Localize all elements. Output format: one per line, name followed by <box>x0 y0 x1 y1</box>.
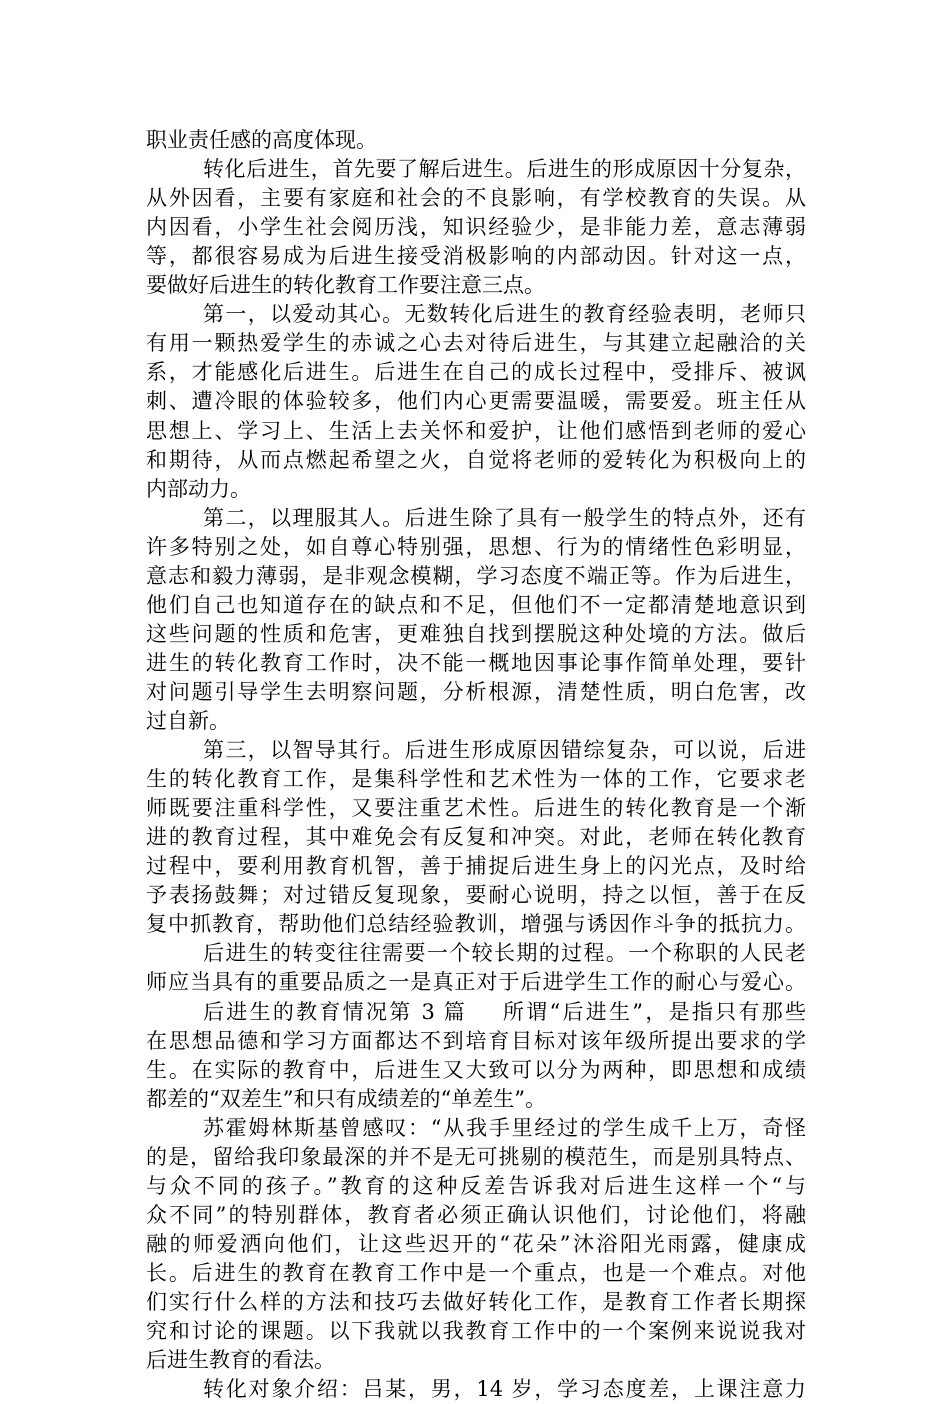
text-line: 的是，留给我印象最深的并不是无可挑剔的模范生，而是别具特点、 <box>146 1144 806 1169</box>
text-line: 后进生的转变往往需要一个较长期的过程。一个称职的人民老 <box>203 941 806 966</box>
text-line: 这些问题的性质和危害，更难独自找到摆脱这种处境的方法。做后 <box>146 621 806 646</box>
text-line: 系，才能感化后进生。后进生在自己的成长过程中，受排斥、被讽 <box>146 360 806 385</box>
text-line: 过自新。 <box>146 709 230 733</box>
text-line: 后进生的教育情况第 3 篇 所谓“后进生”，是指只有那些 <box>203 999 806 1024</box>
text-line: 后进生教育的看法。 <box>146 1348 335 1373</box>
text-line: 过程中，要利用教育机智，善于捕捉后进生身上的闪光点，及时给 <box>146 854 806 879</box>
text-line: 们实行什么样的方法和技巧去做好转化工作，是教育工作者长期探 <box>146 1290 806 1314</box>
text-line: 究和讨论的课题。以下我就以我教育工作中的一个案例来说说我对 <box>146 1319 806 1344</box>
text-line: 生。在实际的教育中，后进生又大致可以分为两种，即思想和成绩 <box>146 1057 806 1082</box>
text-line: 内部动力。 <box>146 476 251 501</box>
text-line: 进的教育过程，其中难免会有反复和冲突。对此，老师在转化教育 <box>146 825 806 850</box>
text-line: 要做好后进生的转化教育工作要注意三点。 <box>146 273 545 298</box>
text-line: 第二，以理服其人。后进生除了具有一般学生的特点外，还有 <box>203 505 806 530</box>
text-line: 有用一颗热爱学生的赤诚之心去对待后进生，与其建立起融洽的关 <box>146 331 806 356</box>
text-line: 在思想品德和学习方面都达不到培育目标对该年级所提出要求的学 <box>146 1028 806 1053</box>
text-line: 生的转化教育工作，是集科学性和艺术性为一体的工作，它要求老 <box>146 767 806 792</box>
text-line: 予表扬鼓舞；对过错反复现象，要耐心说明，持之以恒，善于在反 <box>146 883 806 908</box>
text-line: 第一，以爱动其心。无数转化后进生的教育经验表明，老师只 <box>203 302 806 327</box>
text-line: 等，都很容易成为后进生接受消极影响的内部动因。针对这一点， <box>146 244 806 269</box>
text-line: 思想上、学习上、生活上去关怀和爱护，让他们感悟到老师的爱心 <box>146 418 806 443</box>
text-line: 转化对象介绍：吕某，男，14 岁，学习态度差，上课注意力 <box>203 1377 806 1402</box>
text-line: 职业责任感的高度体现。 <box>146 128 377 152</box>
text-line: 苏霍姆林斯基曾感叹：“从我手里经过的学生成千上万，奇怪 <box>203 1115 806 1140</box>
text-line: 他们自己也知道存在的缺点和不足，但他们不一定都清楚地意识到 <box>146 592 806 617</box>
text-line: 众不同”的特别群体，教育者必须正确认识他们，讨论他们，将融 <box>146 1202 806 1227</box>
text-line: 进生的转化教育工作时，决不能一概地因事论事作简单处理，要针 <box>146 650 806 675</box>
text-line: 师既要注重科学性，又要注重艺术性。后进生的转化教育是一个渐 <box>146 796 806 821</box>
text-line: 融的师爱洒向他们，让这些迟开的“花朵”沐浴阳光雨露，健康成 <box>146 1231 806 1256</box>
text-line: 从外因看，主要有家庭和社会的不良影响，有学校教育的失误。从 <box>146 186 806 211</box>
text-line: 都差的“双差生”和只有成绩差的“单差生”。 <box>146 1086 546 1111</box>
text-line: 许多特别之处，如自尊心特别强，思想、行为的情绪性色彩明显， <box>146 534 806 559</box>
text-line: 意志和毅力薄弱，是非观念模糊，学习态度不端正等。作为后进生， <box>146 563 806 588</box>
text-line: 师应当具有的重要品质之一是真正对于后进学生工作的耐心与爱心。 <box>146 970 806 995</box>
text-line: 长。后进生的教育在教育工作中是一个重点，也是一个难点。对他 <box>146 1260 806 1285</box>
text-line: 和期待，从而点燃起希望之火，自觉将老师的爱转化为积极向上的 <box>146 447 806 472</box>
text-line: 第三，以智导其行。后进生形成原因错综复杂，可以说，后进 <box>203 738 806 763</box>
text-line: 刺、遭冷眼的体验较多，他们内心更需要温暖，需要爱。班主任从 <box>146 389 806 414</box>
text-line: 内因看，小学生社会阅历浅，知识经验少，是非能力差，意志薄弱 <box>146 215 806 240</box>
text-line: 转化后进生，首先要了解后进生。后进生的形成原因十分复杂， <box>203 157 806 182</box>
text-line: 与众不同的孩子。”教育的这种反差告诉我对后进生这样一个“与 <box>146 1173 806 1198</box>
text-line: 复中抓教育，帮助他们总结经验教训，增强与诱因作斗争的抵抗力。 <box>146 912 806 937</box>
text-line: 对问题引导学生去明察问题，分析根源，清楚性质，明白危害，改 <box>146 679 806 704</box>
